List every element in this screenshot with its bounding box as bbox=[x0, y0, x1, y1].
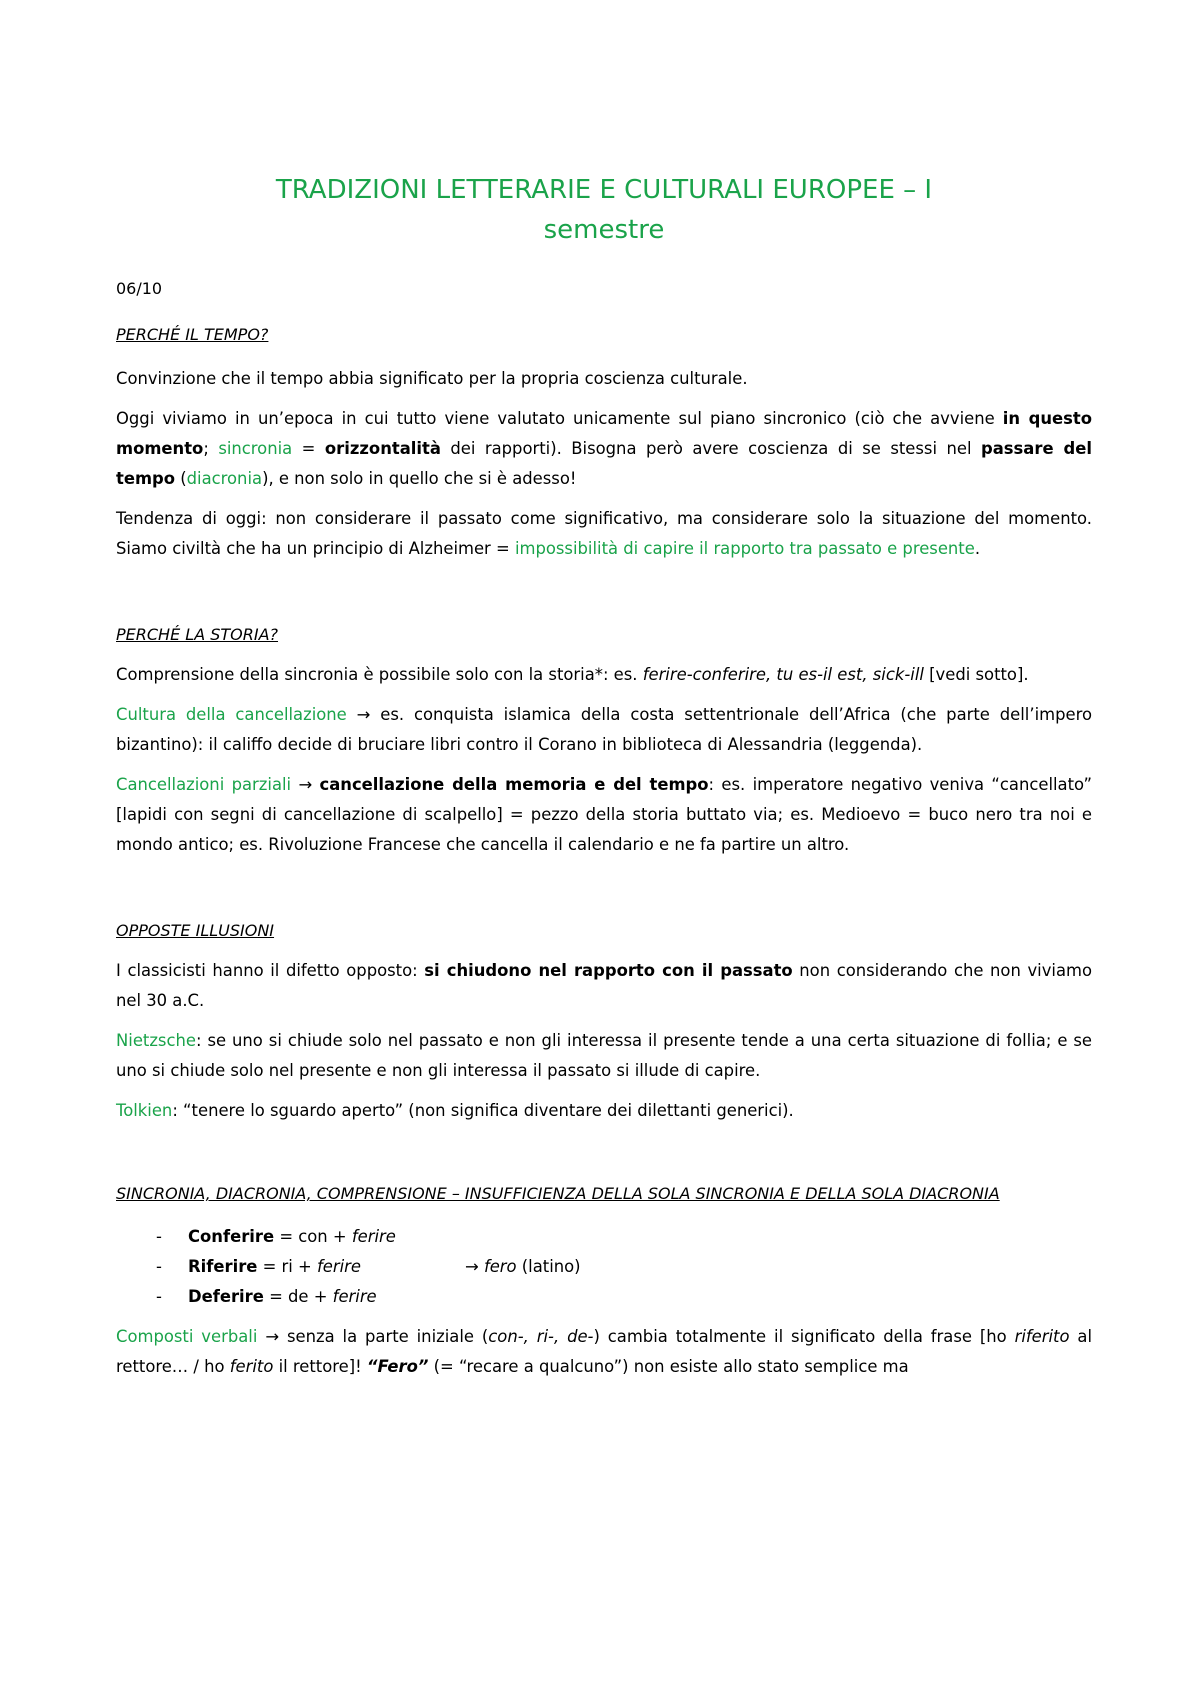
paragraph: Oggi viviamo in un’epoca in cui tutto viene valutato unicamente sul piano sincronico (ciò che avviene in questo momento; sincronia = orizzontalità dei rapporti). Bisogna però avere coscienza di se stessi nel passare del tempo (diacronia), e non solo in quello che si è adesso! bbox=[116, 409, 1092, 488]
section-heading-storia: PERCHÉ LA STORIA? bbox=[116, 625, 279, 644]
section-heading-illusioni: OPPOSTE ILLUSIONI bbox=[116, 921, 275, 940]
section-heading-sincronia: SINCRONIA, DIACRONIA, COMPRENSIONE – INSUFFICIENZA DELLA SOLA SINCRONIA E DELLA SOLA DIACRONIA bbox=[116, 1184, 1000, 1203]
list-item: - Riferire = ri + ferire → fero (latino) bbox=[156, 1257, 581, 1276]
title-line-1: TRADIZIONI LETTERARIE E CULTURALI EUROPEE – I bbox=[275, 175, 933, 205]
paragraph: Nietzsche: se uno si chiude solo nel passato e non gli interessa il presente tende a una certa situazione di follia; e se uno si chiude solo nel presente e non gli interessa il passato si illude di capire. bbox=[116, 1031, 1092, 1080]
arrow-right-icon: → bbox=[298, 775, 313, 794]
paragraph: Tolkien: “tenere lo sguardo aperto” (non significa diventare dei dilettanti generici). bbox=[116, 1101, 794, 1120]
lecture-date: 06/10 bbox=[116, 279, 163, 298]
paragraph: Cultura della cancellazione → es. conquista islamica della costa settentrionale dell’Africa (che parte dell’impero bizantino): il califfo decide di bruciare libri contro il Corano in biblioteca di Alessandria (leggenda). bbox=[116, 705, 1092, 754]
title-line-2: semestre bbox=[543, 215, 665, 245]
paragraph: Convinzione che il tempo abbia significato per la propria coscienza culturale. bbox=[116, 369, 748, 388]
list-item: - Conferire = con + ferire bbox=[156, 1227, 396, 1246]
document-title bbox=[116, 170, 1092, 250]
paragraph: Comprensione della sincronia è possibile solo con la storia*: es. ferire-conferire, tu es-il est, sick-ill [vedi sotto]. bbox=[116, 665, 1029, 684]
section-heading-tempo: PERCHÉ IL TEMPO? bbox=[116, 325, 269, 344]
derivation-list bbox=[116, 1222, 1092, 1312]
arrow-right-icon: → bbox=[356, 705, 371, 724]
arrow-right-icon: → bbox=[265, 1327, 280, 1346]
paragraph: I classicisti hanno il difetto opposto: si chiudono nel rapporto con il passato non considerando che non viviamo nel 30 a.C. bbox=[116, 961, 1092, 1010]
paragraph: Composti verbali → senza la parte iniziale (con-, ri-, de-) cambia totalmente il significato della frase [ho riferito al rettore… / ho ferito il rettore]! “Fero” (= “recare a qualcuno”) non esiste allo stato semplice ma bbox=[116, 1327, 1093, 1376]
page-content bbox=[116, 170, 1092, 1382]
list-item: - Deferire = de + ferire bbox=[156, 1287, 377, 1306]
paragraph: Cancellazioni parziali → cancellazione della memoria e del tempo: es. imperatore negativo veniva “cancellato” [lapidi con segni di cancellazione di scalpello] = pezzo della storia buttato via; es. Medioevo = buco nero tra noi e mondo antico; es. Rivoluzione Francese che cancella il calendario e ne fa partire un altro. bbox=[116, 775, 1092, 854]
paragraph: Tendenza di oggi: non considerare il passato come significativo, ma considerare solo la situazione del momento. Siamo civiltà che ha un principio di Alzheimer = impossibilità di capire il rapporto tra passato e presente. bbox=[116, 509, 1092, 558]
arrow-right-icon: → bbox=[464, 1257, 479, 1276]
